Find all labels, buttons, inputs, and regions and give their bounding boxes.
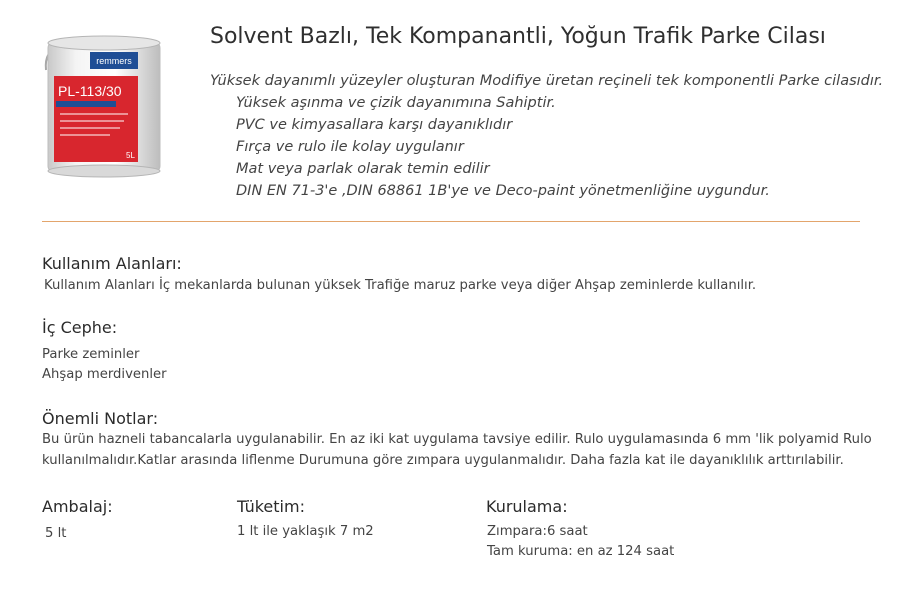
notes-line: Bu ürün hazneli tabancalarla uygulanabilir. En az iki kat uygulama tavsiye edilir. Rulo uygulamasında 6 mm 'lik polyamid Rulo: [42, 432, 872, 447]
notes-heading: Önemli Notlar:: [42, 409, 159, 428]
packaging-heading: Ambalaj:: [42, 497, 113, 516]
product-title: Solvent Bazlı, Tek Kompanantli, Yoğun Trafik Parke Cilası: [210, 24, 826, 49]
packaging-value: 5 lt: [45, 526, 67, 541]
interior-item: Ahşap merdivenler: [42, 367, 167, 382]
product-description: [210, 70, 883, 202]
product-code-text: PL-113/30: [58, 83, 122, 99]
feature-item: DIN EN 71-3'e ,DIN 68861 1B'ye ve Deco-paint yönetmenliğine uygundur.: [236, 183, 770, 199]
usage-text: Kullanım Alanları İç mekanlarda bulunan yüksek Trafiğe maruz parke veya diğer Ahşap zeminlerde kullanılır.: [44, 278, 757, 293]
volume-text: 5L: [126, 151, 135, 160]
drying-line: Zımpara:6 saat: [487, 524, 588, 539]
feature-item: Yüksek aşınma ve çizik dayanımına Sahiptir.: [236, 95, 556, 111]
feature-item: PVC ve kimyasallara karşı dayanıklıdır: [236, 117, 513, 133]
interior-heading: İç Cephe:: [42, 318, 118, 337]
interior-item: Parke zeminler: [42, 347, 140, 362]
usage-heading: Kullanım Alanları:: [42, 254, 182, 273]
feature-item: Mat veya parlak olarak temin edilir: [236, 161, 490, 177]
consumption-value: 1 lt ile yaklaşık 7 m2: [237, 524, 374, 539]
product-can-image: [40, 28, 170, 178]
brand-logo-text: remmers: [96, 56, 132, 66]
drying-line: Tam kuruma: en az 124 saat: [487, 544, 675, 559]
product-intro: Yüksek dayanımlı yüzeyler oluşturan Modifiye üretan reçineli tek komponentli Parke cilasıdır.: [210, 73, 884, 89]
feature-item: Fırça ve rulo ile kolay uygulanır: [236, 139, 464, 155]
drying-heading: Kurulama:: [486, 497, 568, 516]
consumption-heading: Tüketim:: [237, 497, 305, 516]
section-divider: [42, 221, 860, 222]
notes-line: kullanılmalıdır.Katlar arasında liflenme Durumuna göre zımpara uygulanmalıdır. Daha fazla kat ile dayanıklılık arttırılabilir.: [42, 453, 844, 468]
